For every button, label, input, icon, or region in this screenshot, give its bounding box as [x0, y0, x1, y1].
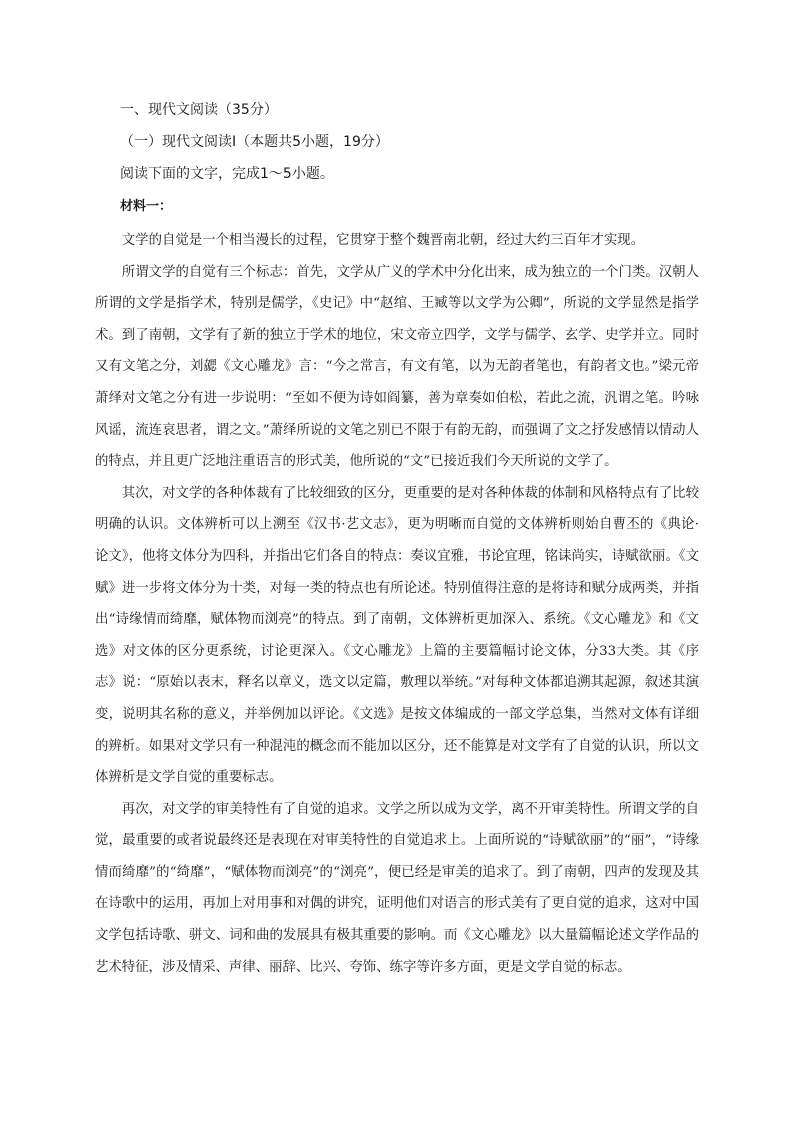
section-title: 一、现代文阅读（35分）	[120, 102, 278, 118]
instruction-text: 阅读下面的文字，完成1～5小题。	[120, 166, 334, 182]
paragraph-1: 文学的自觉是一个相当漫长的过程，它贯穿于整个魏晋南北朝，经过大约三百年才实现。	[121, 233, 645, 248]
paragraph-2: 所谓文学的自觉有三个标志：首先，文学从广义的学术中分化出来，成为独立的一个门类。汉朝人所谓的文学是指学术，特别是儒学，《史记》中“赵绾、王臧等以文学为公卿”，所说的文学显然是指学术。到了南朝，文学有了新的独立于学术的地位，宋文帝立四学，文学与儒学、玄学、史学并立。同时又有文笔之分，刘勰《文心雕龙》言：“今之常言，有文有笔，以为无韵者笔也，有韵者文也。”梁元帝萧绎对文笔之分有进一步说明：“至如不便为诗如阎纂，善为章奏如伯松，若此之流，汎谓之笔。吟咏风谣，流连哀思者，谓之文。”萧绎所说的文笔之别已不限于有韵无韵，而强调了文之抒发感情以情动人的特点，并且更广泛地注重语言的形式美，他所说的“文”已接近我们今天所说的文学了。	[95, 264, 699, 470]
subsection-title: （一）现代文阅读Ⅰ（本题共5小题，19分）	[120, 134, 389, 150]
article-body	[95, 225, 699, 983]
material-label: 材料一：	[120, 199, 173, 214]
paragraph-4: 再次，对文学的审美特性有了自觉的追求。文学之所以成为文学，离不开审美特性。所谓文学的自觉，最重要的或者说最终还是表现在对审美特性的自觉追求上。上面所说的“诗赋欲丽”的“丽”，“诗缘情而绮靡”的“绮靡”，“赋体物而浏亮”的“浏亮”，便已经是审美的追求了。到了南朝，四声的发现及其在诗歌中的运用，再加上对用事和对偶的讲究，证明他们对语言的形式美有了更自觉的追求，这对中国文学包括诗歌、骈文、词和曲的发展具有极其重要的影响。而《文心雕龙》以大量篇幅论述文学作品的艺术特征，涉及情采、声律、丽辞、比兴、夸饰、练字等许多方面，更是文学自觉的标志。	[95, 801, 699, 975]
paragraph-3: 其次，对文学的各种体裁有了比较细致的区分，更重要的是对各种体裁的体制和风格特点有了比较明确的认识。文体辨析可以上溯至《汉书·艺文志》，更为明晰而自觉的文体辨析则始自曹丕的《典论·论文》，他将文体分为四科，并指出它们各自的特点：奏议宜雅，书论宜理，铭诔尚实，诗赋欲丽。《文赋》进一步将文体分为十类，对每一类的特点也有所论述。特别值得注意的是将诗和赋分成两类，并指出“诗缘情而绮靡，赋体物而浏亮”的特点。到了南朝，文体辨析更加深入、系统。《文心雕龙》和《文选》对文体的区分更系统，讨论更深入。《文心雕龙》上篇的主要篇幅讨论文体，分33大类。其《序志》说：“原始以表末，释名以章义，选文以定篇，敷理以举统。”对每种文体都追溯其起源，叙述其演变，说明其名称的意义，并举例加以评论。《文选》是按文体编成的一部文学总集，当然对文体有详细的辨析。如果对文学只有一种混沌的概念而不能加以区分，还不能算是对文学有了自觉的认识，所以文体辨析是文学自觉的重要标志。	[95, 485, 699, 786]
